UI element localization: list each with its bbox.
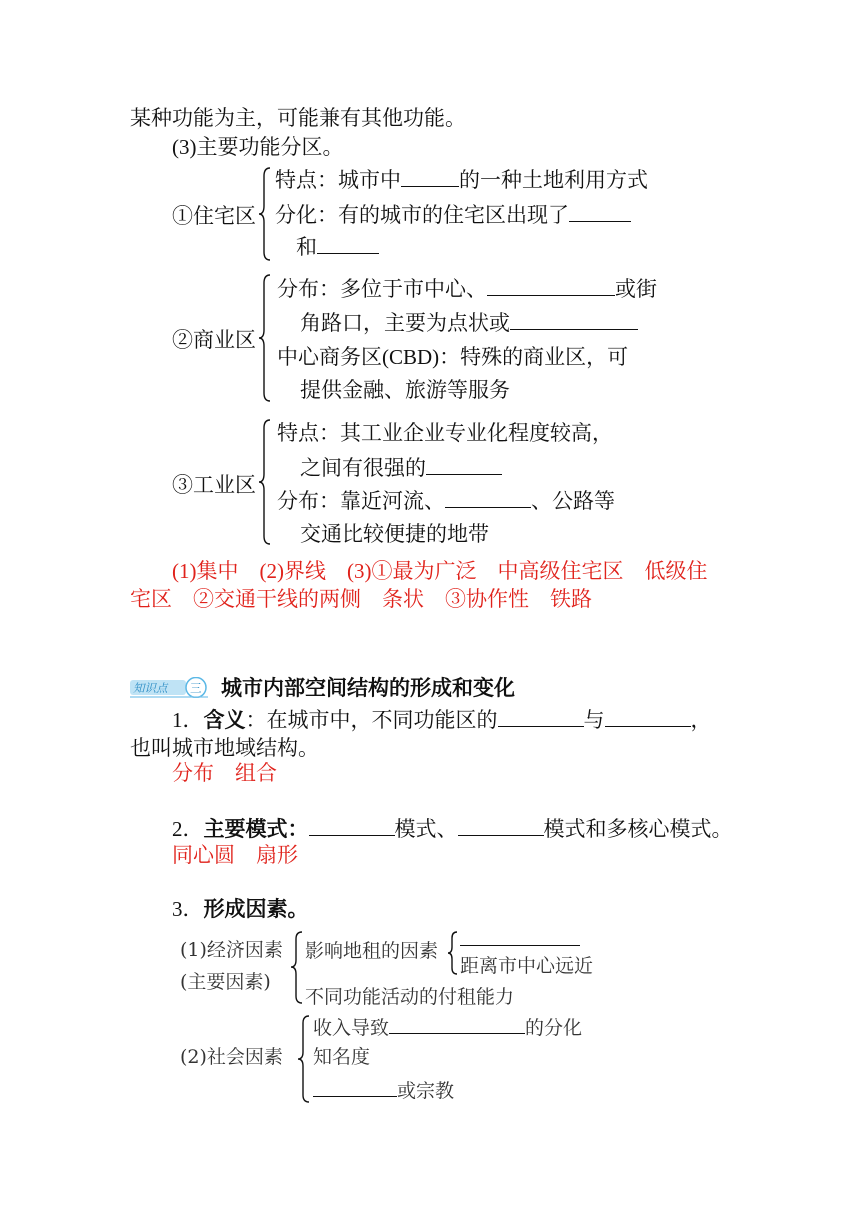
commercial-cbd: 中心商务区(CBD)：特殊的商业区，可 (277, 345, 629, 369)
intro-line: 某种功能为主，可能兼有其他功能。 (130, 106, 466, 130)
commercial-corner (300, 309, 638, 337)
residential-and-text: 和 (296, 235, 317, 259)
q2-end: 模式和多核心模式。 (543, 817, 733, 841)
residential-diff-text: 分化：有的城市的住宅区出现了 (275, 203, 569, 227)
industrial-brace (257, 418, 273, 546)
blank (445, 487, 531, 508)
commercial-dist-text: 分布：多位于市中心、 (277, 277, 487, 301)
residential-feature (275, 166, 648, 194)
q2-head: 主要模式： (203, 817, 309, 841)
industrial-feature: 特点：其工业企业专业化程度较高， (277, 421, 613, 445)
commercial-distribution (277, 275, 657, 303)
income-text-2: 的分化 (525, 1017, 583, 1039)
residential-label: ①住宅区 (172, 204, 256, 228)
badge-number: 三 (190, 681, 202, 695)
religion-text: 或宗教 (397, 1080, 455, 1102)
q2-number: 2． (172, 817, 204, 841)
q1-answer: 分布 组合 (172, 761, 277, 785)
q1-end: ， (690, 708, 712, 732)
residential-and (296, 233, 379, 261)
industrial-cooperation (300, 454, 502, 482)
commercial-services: 提供金融、旅游等服务 (300, 378, 510, 402)
commercial-corner-text: 角路口，主要为点状或 (300, 311, 510, 335)
q3-head: 形成因素。 (203, 897, 309, 921)
econ-factor-label: (1)经济因素 (180, 939, 283, 961)
residential-brace (257, 166, 273, 262)
commercial-dist-text-2: 或街 (615, 277, 657, 301)
industrial-dist-text-2: 、公路等 (531, 489, 615, 513)
income-line (313, 1013, 582, 1042)
income-text: 收入导致 (313, 1017, 390, 1039)
blank (317, 233, 379, 254)
rent-brace (447, 930, 459, 976)
q1-line-2: 也叫城市地域结构。 (130, 736, 319, 760)
residential-feature-text: 特点：城市中 (275, 168, 401, 192)
rent-ability-label: 不同功能活动的付租能力 (305, 986, 515, 1008)
blank (426, 454, 502, 475)
badge-text: 知识点 (133, 681, 168, 695)
q2-answer: 同心圆 扇形 (172, 843, 298, 867)
q2-mid: 模式、 (394, 817, 458, 841)
blank (313, 1076, 397, 1097)
section-title: 城市内部空间结构的形成和变化 (221, 676, 515, 700)
econ-brace (290, 930, 304, 1005)
q3-line (172, 895, 309, 923)
q1-head: 含义 (203, 708, 246, 732)
q3-number: 3． (172, 897, 204, 921)
industrial-coop-text: 之间有很强的 (300, 456, 426, 480)
fame-label: 知名度 (313, 1046, 371, 1068)
distance-label: 距离市中心远近 (460, 955, 594, 977)
industrial-dist-text: 分布：靠近河流、 (277, 489, 445, 513)
knowledge-point-badge (130, 677, 208, 698)
item3-title: (3)主要功能分区。 (172, 135, 344, 159)
blank (498, 706, 584, 727)
blank (458, 815, 544, 836)
rent-factor-label: 影响地租的因素 (305, 940, 439, 962)
blank (389, 1013, 525, 1034)
blank (487, 275, 615, 296)
residential-feature-text-2: 的一种土地利用方式 (459, 168, 648, 192)
q1-text: ：在城市中，不同功能区的 (245, 708, 498, 732)
social-brace (297, 1014, 311, 1104)
econ-factor-sub: (主要因素) (180, 971, 271, 993)
residential-diff (275, 201, 631, 229)
industrial-transport: 交通比较便捷的地带 (300, 522, 489, 546)
blank (309, 815, 395, 836)
q1-mid: 与 (583, 708, 605, 732)
q1-line (172, 706, 712, 734)
industrial-distribution (277, 487, 615, 515)
q1-number: 1． (172, 708, 204, 732)
rent-blank (460, 925, 580, 946)
q2-line (172, 815, 733, 843)
religion-line (313, 1076, 454, 1105)
answers-line-2: 宅区 ②交通干线的两侧 条状 ③协作性 铁路 (130, 587, 592, 611)
blank (401, 166, 459, 187)
blank (605, 706, 691, 727)
blank (569, 201, 631, 222)
social-factor-label: (2)社会因素 (180, 1046, 283, 1068)
industrial-label: ③工业区 (172, 473, 256, 497)
commercial-brace (257, 273, 273, 403)
blank (510, 309, 638, 330)
commercial-label: ②商业区 (172, 328, 256, 352)
answers-line-1: (1)集中 (2)界线 (3)①最为广泛 中高级住宅区 低级住 (172, 559, 708, 583)
